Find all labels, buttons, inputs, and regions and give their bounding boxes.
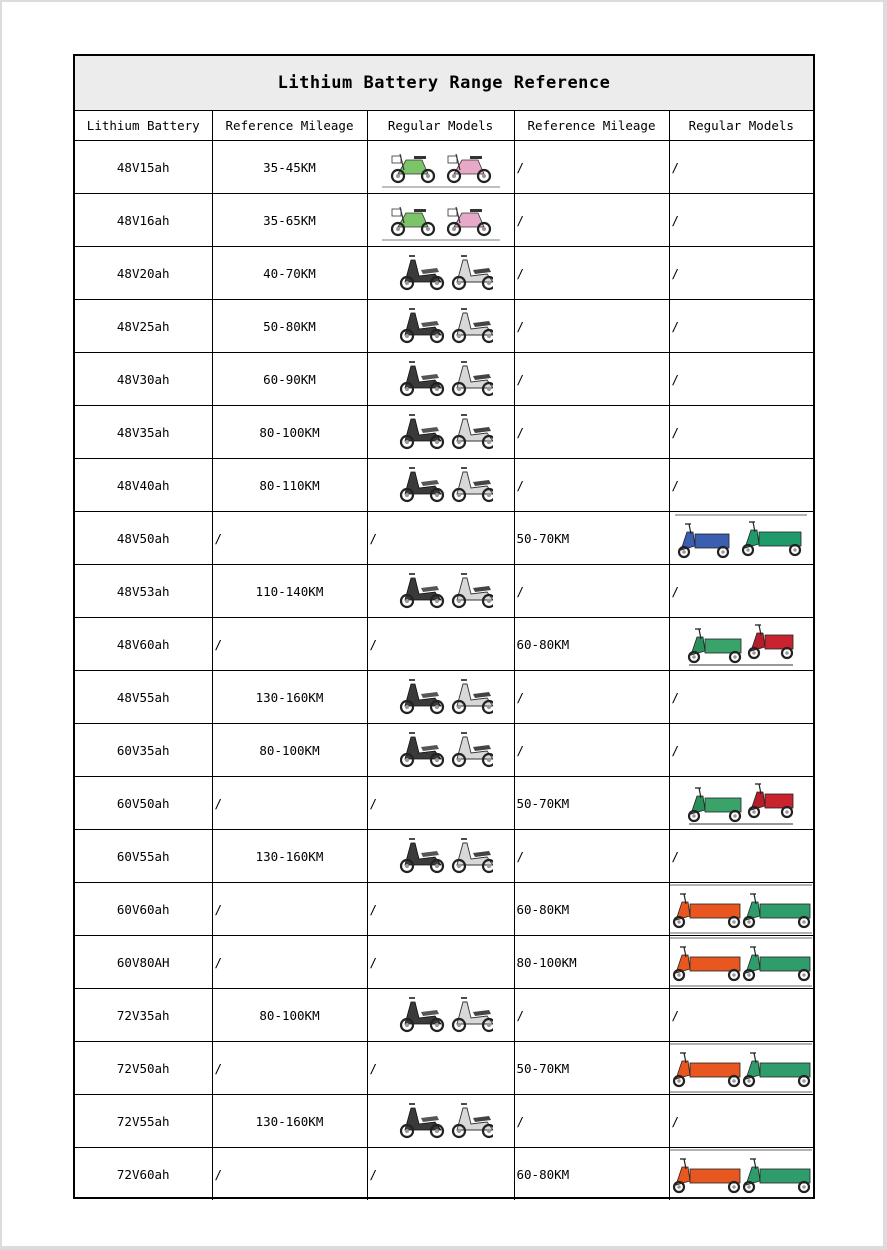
motor-scooters-image — [389, 994, 493, 1036]
large-cargo-tricycles-image — [670, 1043, 812, 1093]
page — [2, 2, 883, 1246]
mileage-cell: / — [212, 883, 367, 936]
model-cell — [367, 194, 514, 247]
mileage-cell: 40-70KM — [212, 247, 367, 300]
mileage-cell-2: 60-80KM — [514, 1148, 669, 1201]
mileage-cell: / — [212, 618, 367, 671]
model-cell-2: / — [669, 671, 813, 724]
mileage-cell-2: 60-80KM — [514, 883, 669, 936]
model-cell — [367, 724, 514, 777]
mileage-cell-2: 80-100KM — [514, 936, 669, 989]
motor-scooters-image — [389, 252, 493, 294]
header-regular-models: Regular Models — [367, 111, 514, 141]
model-cell — [367, 671, 514, 724]
mileage-cell: / — [212, 777, 367, 830]
model-cell-2 — [669, 512, 813, 565]
mileage-cell: / — [212, 1148, 367, 1201]
model-cell-2: / — [669, 141, 813, 194]
table-row — [75, 936, 813, 989]
small-cargo-tricycles-image — [685, 780, 797, 826]
table-row — [75, 671, 813, 724]
header-row — [75, 111, 813, 141]
mileage-cell: 35-45KM — [212, 141, 367, 194]
range-table — [75, 111, 813, 1200]
motor-scooters-image — [389, 729, 493, 771]
mileage-cell-2: / — [514, 247, 669, 300]
mileage-cell-2: / — [514, 459, 669, 512]
battery-cell: 72V50ah — [75, 1042, 212, 1095]
large-cargo-tricycles-image — [670, 884, 812, 934]
table-row — [75, 724, 813, 777]
motor-scooters-image — [389, 358, 493, 400]
table-row — [75, 512, 813, 565]
battery-cell: 48V55ah — [75, 671, 212, 724]
table-row — [75, 1042, 813, 1095]
mileage-cell-2: 60-80KM — [514, 618, 669, 671]
table-row — [75, 353, 813, 406]
model-cell: / — [367, 1042, 514, 1095]
model-cell: / — [367, 777, 514, 830]
mileage-cell-2: / — [514, 1095, 669, 1148]
table-row — [75, 777, 813, 830]
model-cell-2: / — [669, 300, 813, 353]
mileage-cell: 110-140KM — [212, 565, 367, 618]
motor-scooters-image — [389, 676, 493, 718]
model-cell — [367, 565, 514, 618]
mileage-cell: 60-90KM — [212, 353, 367, 406]
model-cell — [367, 353, 514, 406]
model-cell-2 — [669, 618, 813, 671]
mileage-cell: 130-160KM — [212, 830, 367, 883]
table-row — [75, 247, 813, 300]
mileage-cell: 80-100KM — [212, 406, 367, 459]
model-cell: / — [367, 883, 514, 936]
mileage-cell: / — [212, 512, 367, 565]
model-cell-2 — [669, 936, 813, 989]
model-cell-2: / — [669, 406, 813, 459]
passenger-cargo-tricycles-image — [675, 514, 807, 562]
mileage-cell-2: / — [514, 194, 669, 247]
model-cell-2: / — [669, 830, 813, 883]
mileage-cell: 35-65KM — [212, 194, 367, 247]
model-cell-2: / — [669, 194, 813, 247]
bicycle-scooters-image — [382, 146, 500, 188]
table-row — [75, 141, 813, 194]
model-cell — [367, 300, 514, 353]
table-row — [75, 618, 813, 671]
header-lithium-battery: Lithium Battery — [75, 111, 212, 141]
mileage-cell: 130-160KM — [212, 671, 367, 724]
mileage-cell-2: / — [514, 353, 669, 406]
table-row — [75, 194, 813, 247]
header-reference-mileage-2: Reference Mileage — [514, 111, 669, 141]
battery-cell: 60V80AH — [75, 936, 212, 989]
battery-cell: 48V53ah — [75, 565, 212, 618]
mileage-cell-2: / — [514, 830, 669, 883]
motor-scooters-image — [389, 411, 493, 453]
model-cell — [367, 247, 514, 300]
model-cell-2 — [669, 777, 813, 830]
table-body — [75, 141, 813, 1201]
model-cell: / — [367, 618, 514, 671]
model-cell: / — [367, 512, 514, 565]
model-cell-2: / — [669, 565, 813, 618]
table-row — [75, 406, 813, 459]
mileage-cell: / — [212, 936, 367, 989]
model-cell-2 — [669, 883, 813, 936]
battery-cell: 48V50ah — [75, 512, 212, 565]
mileage-cell-2: 50-70KM — [514, 1042, 669, 1095]
bicycle-scooters-image — [382, 199, 500, 241]
table-row — [75, 459, 813, 512]
battery-cell: 60V50ah — [75, 777, 212, 830]
battery-cell: 72V55ah — [75, 1095, 212, 1148]
model-cell — [367, 989, 514, 1042]
mileage-cell-2: / — [514, 671, 669, 724]
model-cell-2: / — [669, 247, 813, 300]
motor-scooters-image — [389, 835, 493, 877]
model-cell: / — [367, 1148, 514, 1201]
mileage-cell-2: / — [514, 724, 669, 777]
battery-cell: 48V60ah — [75, 618, 212, 671]
battery-cell: 72V35ah — [75, 989, 212, 1042]
mileage-cell-2: 50-70KM — [514, 777, 669, 830]
mileage-cell: / — [212, 1042, 367, 1095]
header-regular-models-2: Regular Models — [669, 111, 813, 141]
mileage-cell: 80-100KM — [212, 724, 367, 777]
mileage-cell: 130-160KM — [212, 1095, 367, 1148]
mileage-cell-2: / — [514, 141, 669, 194]
model-cell-2: / — [669, 724, 813, 777]
table-row — [75, 883, 813, 936]
battery-cell: 60V35ah — [75, 724, 212, 777]
model-cell — [367, 141, 514, 194]
mileage-cell-2: 50-70KM — [514, 512, 669, 565]
table-row — [75, 1095, 813, 1148]
model-cell-2 — [669, 1148, 813, 1201]
model-cell — [367, 406, 514, 459]
table-row — [75, 830, 813, 883]
model-cell-2: / — [669, 353, 813, 406]
battery-cell: 72V60ah — [75, 1148, 212, 1201]
model-cell — [367, 459, 514, 512]
range-reference-sheet — [73, 54, 815, 1199]
table-row — [75, 300, 813, 353]
battery-cell: 48V15ah — [75, 141, 212, 194]
table-row — [75, 1148, 813, 1201]
model-cell-2: / — [669, 1095, 813, 1148]
mileage-cell-2: / — [514, 406, 669, 459]
model-cell-2: / — [669, 989, 813, 1042]
motor-scooters-image — [389, 305, 493, 347]
battery-cell: 48V30ah — [75, 353, 212, 406]
model-cell: / — [367, 936, 514, 989]
table-row — [75, 989, 813, 1042]
motor-scooters-image — [389, 464, 493, 506]
mileage-cell: 80-100KM — [212, 989, 367, 1042]
battery-cell: 60V60ah — [75, 883, 212, 936]
model-cell-2: / — [669, 459, 813, 512]
mileage-cell: 50-80KM — [212, 300, 367, 353]
model-cell-2 — [669, 1042, 813, 1095]
battery-cell: 48V25ah — [75, 300, 212, 353]
mileage-cell-2: / — [514, 565, 669, 618]
mileage-cell-2: / — [514, 989, 669, 1042]
large-cargo-tricycles-image — [670, 937, 812, 987]
model-cell — [367, 1095, 514, 1148]
battery-cell: 48V16ah — [75, 194, 212, 247]
mileage-cell: 80-110KM — [212, 459, 367, 512]
mileage-cell-2: / — [514, 300, 669, 353]
large-cargo-tricycles-image — [670, 1149, 812, 1199]
header-reference-mileage: Reference Mileage — [212, 111, 367, 141]
table-row — [75, 565, 813, 618]
battery-cell: 60V55ah — [75, 830, 212, 883]
battery-cell: 48V40ah — [75, 459, 212, 512]
motor-scooters-image — [389, 570, 493, 612]
model-cell — [367, 830, 514, 883]
motor-scooters-image — [389, 1100, 493, 1142]
battery-cell: 48V20ah — [75, 247, 212, 300]
small-cargo-tricycles-image — [685, 621, 797, 667]
table-title: Lithium Battery Range Reference — [75, 56, 813, 111]
battery-cell: 48V35ah — [75, 406, 212, 459]
